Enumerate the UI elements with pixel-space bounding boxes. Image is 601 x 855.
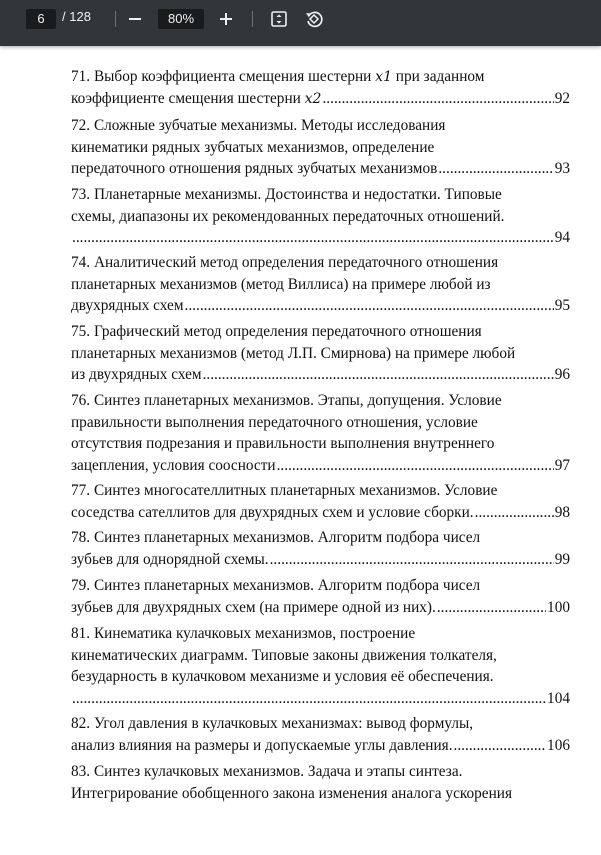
zoom-in-button[interactable]	[213, 6, 239, 32]
minus-icon	[128, 12, 142, 26]
toc-line: из двухрядных схем ..... 96	[71, 364, 570, 386]
toc-page-number: 106	[547, 736, 570, 754]
leader-dots	[454, 735, 547, 757]
toc-entry-81	[71, 623, 570, 709]
toc-entry-82	[71, 713, 570, 756]
toc-entry-76	[71, 390, 570, 476]
toc-line: кинематических диаграмм. Типовые законы движения толкателя,	[71, 646, 497, 664]
toc-line: соседства сателлитов для двухрядных схем и условие сборки. ..... 98	[71, 502, 570, 524]
leader-dots	[475, 502, 554, 524]
toc-line: 78. Синтез планетарных механизмов. Алгоритм подбора чисел	[71, 529, 481, 546]
zoom-level-input[interactable]: 80%	[158, 9, 204, 29]
toc-line: зацепления, условия соосности ..... 97	[71, 455, 570, 477]
toc-line: 75. Графический метод определения передаточного отношения	[71, 323, 482, 340]
toc-line: 81. Кинематика кулачковых механизмов, построение	[71, 625, 416, 642]
leader-dots	[437, 597, 546, 619]
leader-dots	[72, 227, 554, 249]
math-x1: x1	[375, 69, 392, 85]
toc-page-number: 92	[554, 89, 570, 107]
toc-line: 77. Синтез многосателлитных планетарных механизмов. Условие	[71, 482, 498, 499]
toc-entry-79	[71, 575, 570, 618]
toc-entry-72	[71, 115, 570, 180]
page-count: / 128	[62, 9, 91, 24]
toc-entry-77	[71, 480, 570, 523]
toc-page-number: 96	[554, 366, 570, 383]
toc-line: 71. Выбор коэффициента смещения шестерни x1 при заданном	[71, 68, 485, 85]
toc-page-number: 95	[554, 297, 570, 314]
toc-line: передаточного отношения рядных зубчатых механизмов ..... 93	[71, 158, 570, 180]
rotate-icon	[304, 9, 324, 29]
toc-line: Интегрирование обобщенного закона изменения аналога ускорения	[71, 784, 513, 802]
toc-entry-83	[71, 761, 570, 804]
toc-page-number: 99	[554, 550, 570, 568]
toc-entry-78	[71, 527, 570, 570]
toc-line: схемы, диапазоны их рекомендованных передаточных отношений.	[71, 207, 505, 225]
total-pages: 128	[69, 9, 91, 24]
toc-line: 72. Сложные зубчатые механизмы. Методы исследования	[71, 117, 446, 134]
toc-entry-75	[71, 321, 570, 386]
leader-dots	[270, 549, 554, 571]
math-x2: x2	[304, 90, 322, 107]
toc-page-number: 97	[554, 456, 570, 474]
toc-page-number: 94	[554, 229, 570, 246]
leader-dots	[277, 455, 554, 477]
toc-line: 76. Синтез планетарных механизмов. Этапы, допущения. Условие	[71, 392, 502, 409]
toc-line: правильности выполнения передаточного отношения, условие	[71, 413, 478, 431]
toc-line: кинематики рядных зубчатых механизмов, определение	[71, 138, 435, 156]
toc-line: планетарных механизмов (метод Л.П. Смирнова) на примере любой	[71, 344, 516, 362]
toolbar-divider	[115, 11, 116, 27]
toc-line: коэффициенте смещения шестерни x2 ..... 92	[71, 88, 570, 110]
toc-line: 73. Планетарные механизмы. Достоинства и недостатки. Типовые	[71, 186, 502, 203]
toc-line: анализ влияния на размеры и допускаемые углы давления. ..... 106	[71, 735, 570, 757]
toolbar-divider	[252, 11, 253, 27]
toc-entry-73	[71, 184, 570, 249]
toc-line	[71, 227, 570, 249]
toc-line	[71, 688, 570, 710]
toc-line: 82. Угол давления в кулачковых механизмах: вывод формулы,	[71, 715, 474, 732]
page-number-input[interactable]: 6	[26, 9, 56, 29]
toc-line: зубьев для двухрядных схем (на примере одной из них). ..... 100	[71, 597, 570, 619]
pdf-toolbar	[0, 0, 601, 46]
fit-page-icon	[270, 10, 288, 28]
leader-dots	[185, 295, 554, 317]
toc-line: 83. Синтез кулачковых механизмов. Задача и этапы синтеза.	[71, 763, 463, 780]
fit-to-page-button[interactable]	[266, 6, 292, 32]
toc-page-number: 93	[554, 160, 570, 177]
leader-dots	[438, 158, 553, 180]
leader-dots	[72, 688, 546, 710]
leader-dots	[322, 88, 553, 110]
leader-dots	[203, 364, 554, 386]
toc-page-number: 100	[547, 598, 570, 616]
toc-page-number: 104	[547, 689, 570, 707]
toc-line: отсутствия подрезания и правильности выполнения внутреннего	[71, 435, 495, 452]
toc-line: планетарных механизмов (метод Виллиса) на примере любой из	[71, 275, 491, 293]
toc-line: зубьев для однорядной схемы. ..... 99	[71, 549, 570, 571]
toc-page-number: 98	[554, 503, 570, 521]
toc-line: 79. Синтез планетарных механизмов. Алгоритм подбора чисел	[71, 577, 481, 594]
zoom-out-button[interactable]	[122, 6, 148, 32]
rotate-button[interactable]	[301, 6, 327, 32]
plus-icon	[219, 12, 233, 26]
pdf-page	[0, 46, 601, 855]
toc-line: безударность в кулачковом механизме и условия её обеспечения.	[71, 668, 494, 685]
toc-entry-74	[71, 252, 570, 317]
toc-entry-71	[71, 66, 570, 109]
toc-line: двухрядных схем ..... 95	[71, 295, 570, 317]
toc-line: 74. Аналитический метод определения передаточного отношения	[71, 254, 499, 271]
